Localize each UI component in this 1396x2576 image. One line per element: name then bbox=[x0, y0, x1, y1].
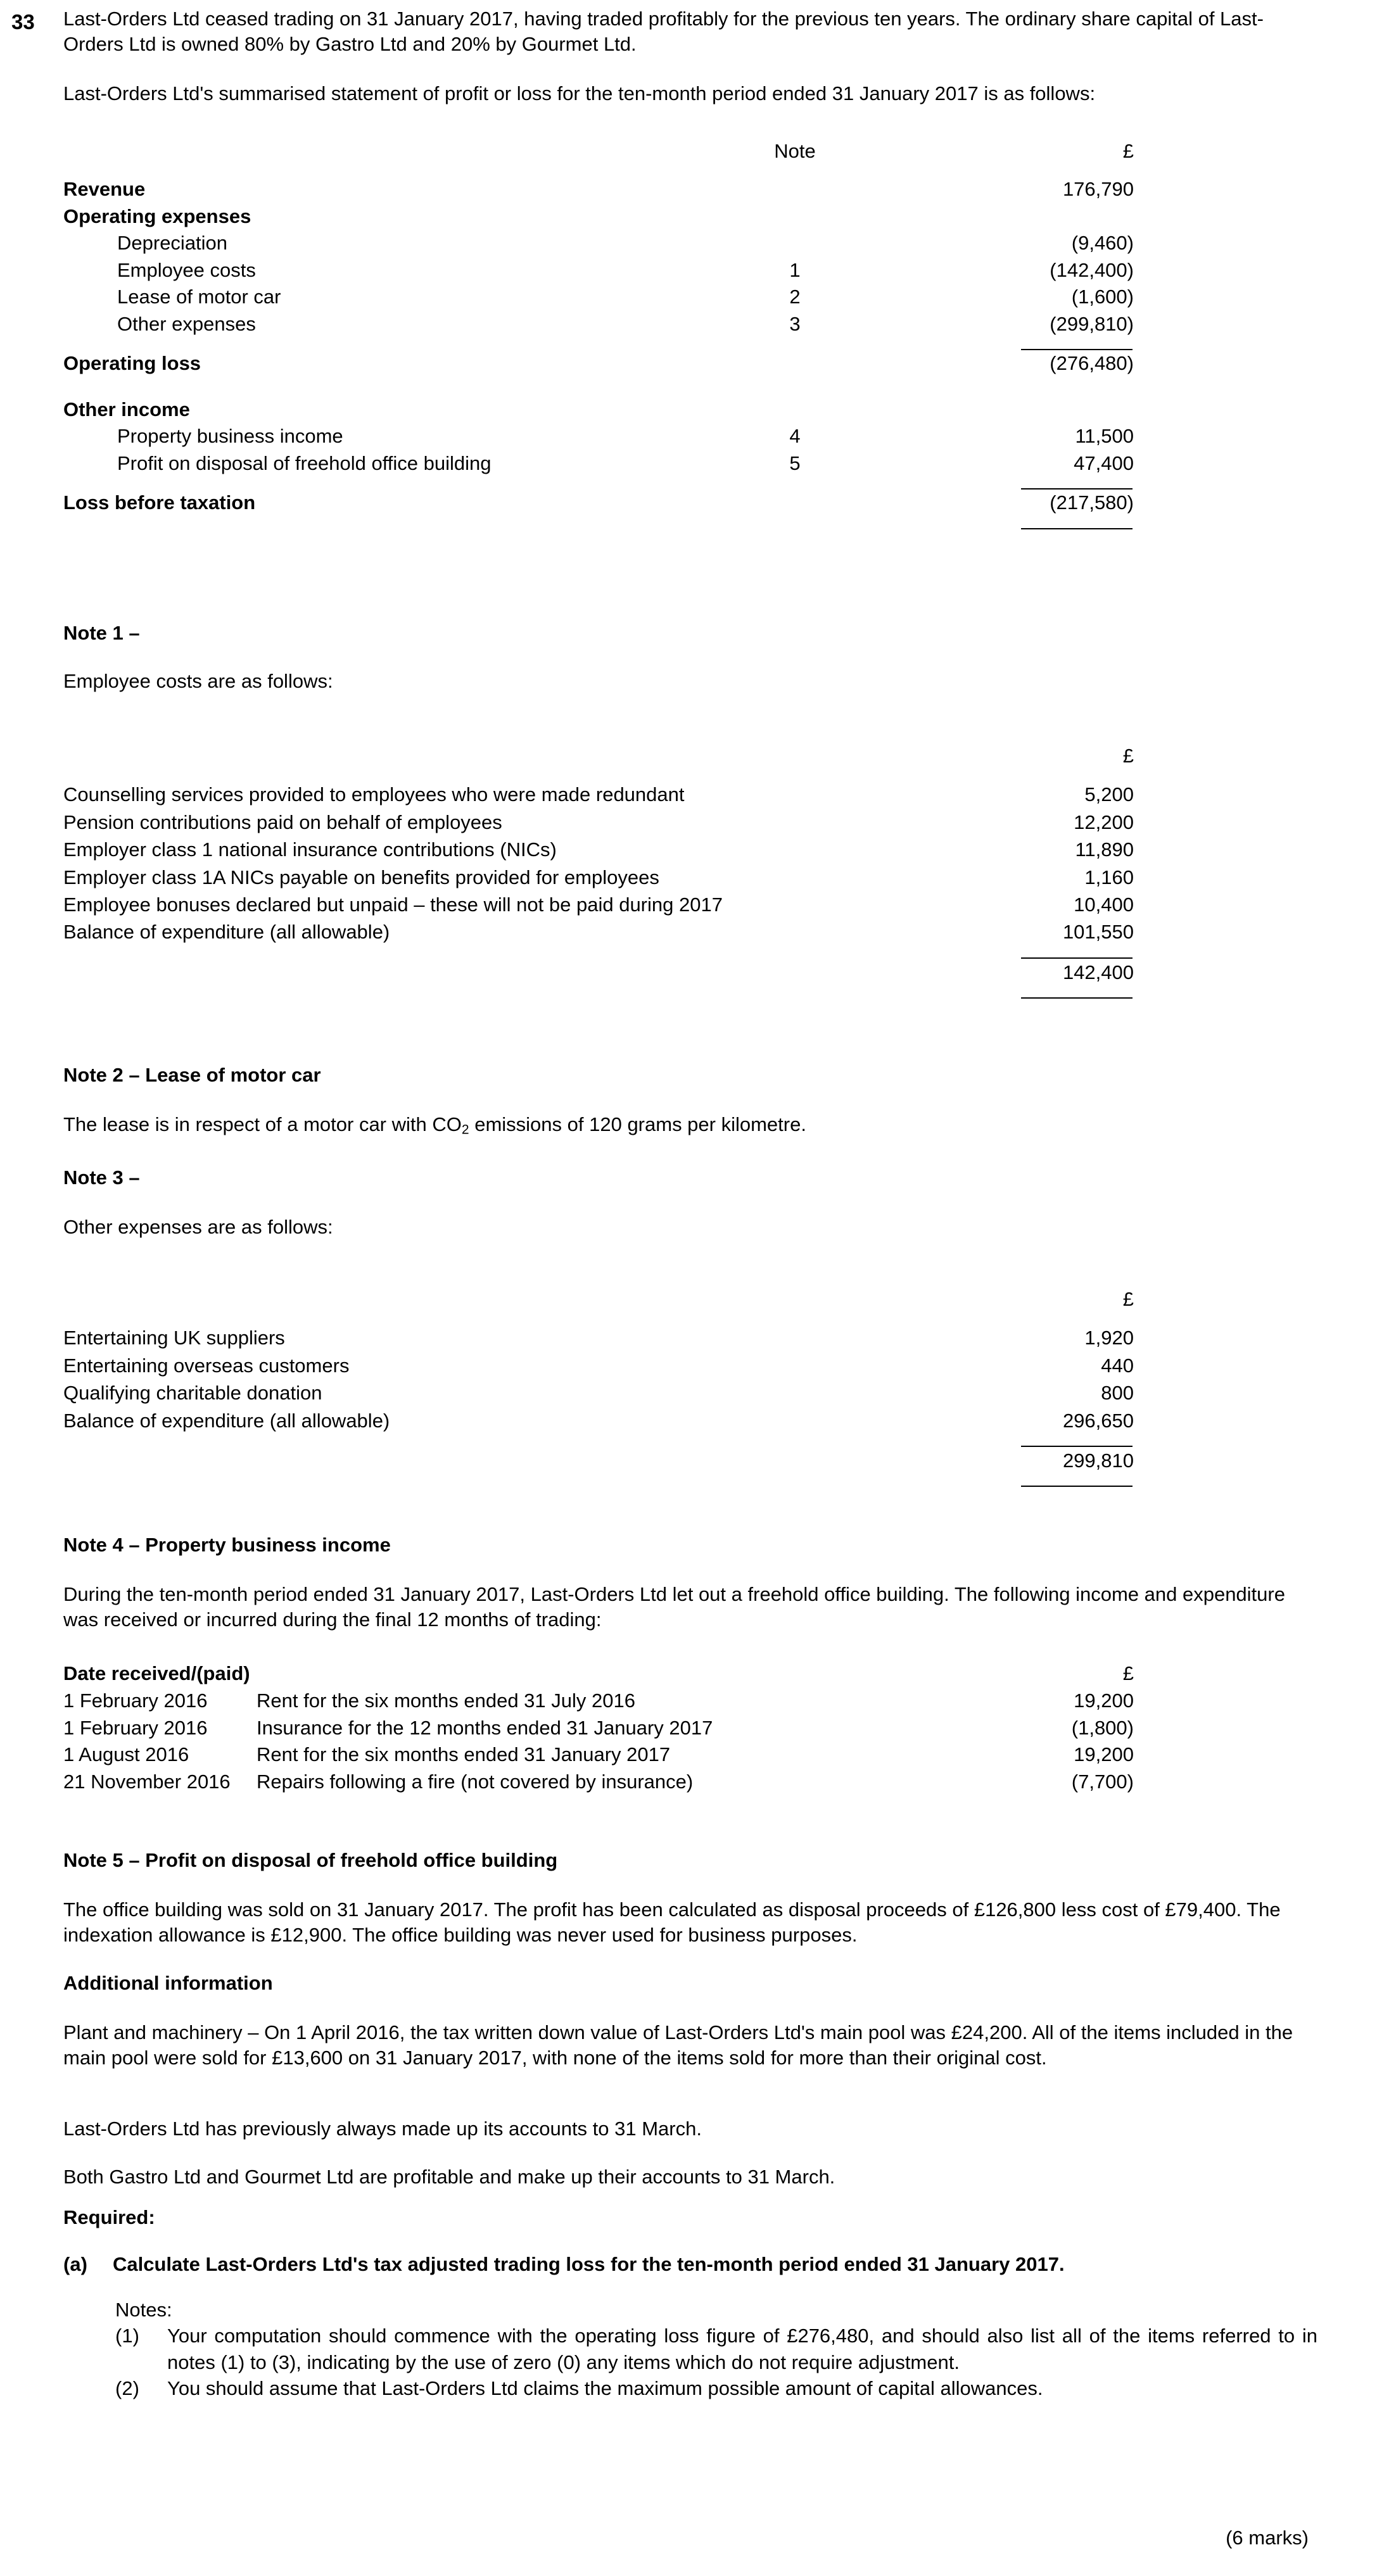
co2-subscript: 2 bbox=[461, 1122, 469, 1137]
part-a-marker: (a) bbox=[63, 2253, 87, 2275]
table-row-total bbox=[63, 959, 1134, 986]
header-blank bbox=[63, 1285, 868, 1313]
row-label: Employee costs bbox=[117, 258, 256, 281]
note-3-heading: Note 3 – bbox=[63, 1166, 140, 1189]
row-note: 5 bbox=[789, 451, 801, 474]
additional-info-heading-block bbox=[63, 1971, 1317, 1996]
row-amount bbox=[868, 203, 1134, 230]
row-label: Profit on disposal of freehold office building bbox=[117, 451, 492, 474]
table-row bbox=[63, 836, 1134, 863]
row-label: Lease of motor car bbox=[117, 286, 281, 308]
row-label: Employee bonuses declared but unpaid – these will not be paid during 2017 bbox=[63, 893, 723, 916]
question-number: 33 bbox=[11, 10, 35, 34]
row-amount bbox=[868, 396, 1134, 423]
header-description bbox=[257, 1660, 865, 1688]
table-header-row bbox=[63, 1285, 1134, 1313]
header-currency: £ bbox=[1122, 745, 1134, 767]
total-rule-row bbox=[63, 1474, 1134, 1487]
note-4-table-block bbox=[63, 1660, 1317, 1796]
table-row-employee-costs bbox=[63, 257, 1134, 284]
row-date: 1 August 2016 bbox=[63, 1743, 189, 1766]
table-row bbox=[63, 891, 1134, 918]
row-note: 3 bbox=[789, 312, 801, 335]
row-note bbox=[722, 350, 868, 377]
additional-info-paragraph-1: Plant and machinery – On 1 April 2016, the tax written down value of Last-Orders Ltd's main pool was £24,200. All of the items included in the main pool were sold for £13,600 on 31 January 2017, with none of the items sold for more than their original cost. bbox=[63, 2021, 1293, 2069]
table-row-operating-loss bbox=[63, 350, 1134, 377]
row-label: Entertaining UK suppliers bbox=[63, 1327, 285, 1349]
row-label: Entertaining overseas customers bbox=[63, 1354, 350, 1377]
row-amount: 19,200 bbox=[1074, 1743, 1134, 1766]
required-heading: Required: bbox=[63, 2206, 155, 2228]
row-note: 4 bbox=[789, 425, 801, 448]
total-rule-row bbox=[63, 986, 1134, 999]
note-3-table-block bbox=[63, 1285, 1317, 1487]
total-rule bbox=[1021, 528, 1133, 529]
total-label bbox=[63, 1447, 868, 1474]
row-description: Insurance for the 12 months ended 31 January 2017 bbox=[257, 1716, 713, 1739]
table-row bbox=[63, 1715, 1134, 1742]
header-blank bbox=[63, 742, 868, 769]
additional-info-paragraph-2: Last-Orders Ltd has previously always made up its accounts to 31 March. bbox=[63, 2118, 702, 2140]
required-notes-block bbox=[63, 2297, 1317, 2401]
table-row-total bbox=[63, 1447, 1134, 1474]
additional-info-para-1-block bbox=[63, 2020, 1317, 2071]
table-row-lease-of-motor-car bbox=[63, 284, 1134, 310]
row-label: Balance of expenditure (all allowable) bbox=[63, 1409, 390, 1432]
header-blank bbox=[63, 138, 722, 165]
note-1-intro-block bbox=[63, 669, 1317, 694]
note-1-intro: Employee costs are as follows: bbox=[63, 670, 333, 692]
note-2-text bbox=[63, 1112, 1317, 1139]
note-1-heading: Note 1 – bbox=[63, 622, 140, 644]
note-2-text-before: The lease is in respect of a motor car with CO bbox=[63, 1113, 462, 1135]
spacer-row bbox=[63, 377, 1134, 396]
part-a-text: Calculate Last-Orders Ltd's tax adjusted trading loss for the ten-month period ended 31 January 2017. bbox=[113, 2253, 1065, 2275]
total-label bbox=[63, 959, 868, 986]
row-label: Employer class 1A NICs payable on benefits provided for employees bbox=[63, 866, 659, 888]
notes-list bbox=[63, 2297, 1317, 2401]
table-row bbox=[63, 809, 1134, 836]
required-note-1 bbox=[115, 2323, 1317, 2375]
required-note-2 bbox=[115, 2375, 1317, 2401]
table-row bbox=[63, 1379, 1134, 1406]
note-4-intro-block bbox=[63, 1582, 1317, 1633]
note-4-heading: Note 4 – Property business income bbox=[63, 1534, 391, 1556]
row-label: Balance of expenditure (all allowable) bbox=[63, 921, 390, 944]
subtotal-rule-row bbox=[63, 477, 1134, 489]
row-note bbox=[722, 176, 868, 203]
note-1-heading-block bbox=[63, 621, 1317, 646]
row-note bbox=[722, 203, 868, 230]
total-rule bbox=[1021, 997, 1133, 999]
note-2-heading-block bbox=[63, 1063, 1317, 1088]
header-note: Note bbox=[774, 140, 816, 162]
table-row-profit-on-disposal bbox=[63, 450, 1134, 477]
required-note-1-text: Your computation should commence with the operating loss figure of £276,480, and should also list all of the items referred to in notes (1) to (3), indicating by the use of zero (0) any items which do not require adjustment. bbox=[167, 2325, 1317, 2373]
marks-label: (6 marks) bbox=[1226, 2527, 1309, 2549]
additional-info-para-3-block bbox=[63, 2164, 1317, 2190]
subtotal-rule-row bbox=[63, 946, 1134, 959]
total-amount: 299,810 bbox=[1062, 1449, 1134, 1472]
statement-of-profit-or-loss bbox=[63, 138, 1317, 529]
row-amount: 296,650 bbox=[1062, 1409, 1134, 1432]
note-4-intro: During the ten-month period ended 31 January 2017, Last-Orders Ltd let out a freehold office building. The following income and expenditure was received or incurred during the final 12 months of trading: bbox=[63, 1583, 1285, 1631]
header-currency: £ bbox=[1122, 1288, 1134, 1310]
notes-label: Notes: bbox=[115, 2299, 172, 2321]
note-3-intro: Other expenses are as follows: bbox=[63, 1216, 333, 1238]
row-label: Other income bbox=[63, 398, 190, 420]
table-row bbox=[63, 918, 1134, 945]
table-row bbox=[63, 864, 1134, 891]
row-note: 1 bbox=[789, 258, 801, 281]
note-4-heading-block bbox=[63, 1532, 1317, 1558]
row-note bbox=[722, 396, 868, 423]
statement-intro-block bbox=[63, 81, 1317, 106]
header-date: Date received/(paid) bbox=[63, 1662, 250, 1684]
table-row bbox=[63, 1324, 1134, 1351]
note-3-heading-block bbox=[63, 1165, 1317, 1190]
row-amount: (299,810) bbox=[1050, 312, 1134, 335]
row-label: Pension contributions paid on behalf of employees bbox=[63, 811, 502, 833]
row-amount: 10,400 bbox=[1074, 893, 1134, 916]
required-part-a bbox=[63, 2252, 1317, 2277]
note-5-text: The office building was sold on 31 January 2017. The profit has been calculated as disposal proceeds of £126,800 less cost of £79,400. The indexation allowance is £12,900. The office building was never used for business purposes. bbox=[63, 1898, 1281, 1947]
table-row bbox=[63, 1688, 1134, 1715]
part-a-item bbox=[63, 2252, 1317, 2277]
row-label: Revenue bbox=[63, 178, 146, 201]
row-note bbox=[722, 489, 868, 516]
row-label: Depreciation bbox=[117, 232, 228, 255]
row-amount: (142,400) bbox=[1050, 258, 1134, 281]
row-date: 1 February 2016 bbox=[63, 1716, 208, 1739]
table-row-depreciation bbox=[63, 230, 1134, 256]
table-row bbox=[63, 1352, 1134, 1379]
row-amount: 19,200 bbox=[1074, 1689, 1134, 1712]
header-currency: £ bbox=[1122, 140, 1134, 162]
row-description: Rent for the six months ended 31 January 2017 bbox=[257, 1743, 671, 1766]
row-amount: 47,400 bbox=[1074, 451, 1134, 474]
row-date: 21 November 2016 bbox=[63, 1771, 231, 1793]
total-amount: 142,400 bbox=[1062, 961, 1134, 983]
row-amount: 101,550 bbox=[1062, 921, 1134, 944]
row-amount: (217,580) bbox=[1050, 491, 1134, 514]
row-amount: 5,200 bbox=[1084, 783, 1134, 806]
intro-paragraph: Last-Orders Ltd ceased trading on 31 January 2017, having traded profitably for the previous ten years. The ordinary share capital of Last-Orders Ltd is owned 80% by Gastro Ltd and 20% by Gourmet Ltd. bbox=[63, 8, 1264, 56]
row-description: Rent for the six months ended 31 July 2016 bbox=[257, 1689, 635, 1712]
table-row-revenue bbox=[63, 176, 1134, 203]
header-currency: £ bbox=[1122, 1662, 1134, 1684]
row-description: Repairs following a fire (not covered by insurance) bbox=[257, 1771, 694, 1793]
additional-info-paragraph-3: Both Gastro Ltd and Gourmet Ltd are profitable and make up their accounts to 31 March. bbox=[63, 2166, 835, 2188]
row-label: Operating loss bbox=[63, 352, 201, 375]
note-5-heading-block bbox=[63, 1848, 1317, 1873]
total-rule-row bbox=[63, 517, 1134, 529]
table-header-row bbox=[63, 742, 1134, 769]
row-amount: (1,600) bbox=[1071, 286, 1134, 308]
other-expenses-table bbox=[63, 1285, 1134, 1487]
row-amount: 176,790 bbox=[1062, 178, 1134, 201]
row-amount: (276,480) bbox=[1050, 352, 1134, 375]
question-intro-block bbox=[63, 6, 1317, 58]
row-amount: 11,500 bbox=[1075, 425, 1134, 448]
table-header-row bbox=[63, 1660, 1134, 1688]
row-amount: (7,700) bbox=[1071, 1771, 1134, 1793]
required-note-1-marker: (1) bbox=[115, 2325, 139, 2347]
table-row bbox=[63, 1407, 1134, 1434]
note-1-table-block bbox=[63, 742, 1317, 999]
row-label: Loss before taxation bbox=[63, 491, 256, 514]
row-note: 2 bbox=[789, 286, 801, 308]
row-label: Other expenses bbox=[117, 312, 256, 335]
marks-block bbox=[63, 2525, 1317, 2551]
row-amount: 800 bbox=[1101, 1382, 1134, 1405]
table-row-other-expenses bbox=[63, 311, 1134, 338]
table-row-operating-expenses bbox=[63, 203, 1134, 230]
row-label: Employer class 1 national insurance contributions (NICs) bbox=[63, 838, 557, 861]
statement-intro-paragraph: Last-Orders Ltd's summarised statement of profit or loss for the ten-month period ended 31 January 2017 is as follows: bbox=[63, 82, 1096, 104]
row-amount: 12,200 bbox=[1074, 811, 1134, 833]
note-2-text-after: emissions of 120 grams per kilometre. bbox=[469, 1113, 806, 1135]
additional-info-para-2-block bbox=[63, 2116, 1317, 2142]
total-rule bbox=[1021, 1486, 1133, 1487]
table-row bbox=[63, 781, 1134, 808]
row-amount: 11,890 bbox=[1075, 838, 1134, 861]
note-2-heading: Note 2 – Lease of motor car bbox=[63, 1064, 321, 1086]
note-5-heading: Note 5 – Profit on disposal of freehold office building bbox=[63, 1849, 558, 1871]
row-note bbox=[722, 230, 868, 256]
row-date: 1 February 2016 bbox=[63, 1689, 208, 1712]
additional-info-heading: Additional information bbox=[63, 1972, 273, 1994]
row-label: Operating expenses bbox=[63, 205, 251, 227]
row-amount: 440 bbox=[1101, 1354, 1134, 1377]
row-amount: (1,800) bbox=[1071, 1716, 1134, 1739]
spacer-row bbox=[63, 165, 1134, 176]
row-amount: 1,920 bbox=[1084, 1327, 1134, 1349]
note-5-text-block bbox=[63, 1897, 1317, 1948]
note-3-intro-block bbox=[63, 1215, 1317, 1240]
subtotal-rule-row bbox=[63, 1434, 1134, 1447]
employee-costs-table bbox=[63, 742, 1134, 999]
profit-loss-table bbox=[63, 138, 1134, 529]
table-row-other-income bbox=[63, 396, 1134, 423]
subtotal-rule-row bbox=[63, 338, 1134, 350]
note-2-text-block bbox=[63, 1112, 1317, 1139]
required-note-2-text: You should assume that Last-Orders Ltd claims the maximum possible amount of capital allowances. bbox=[167, 2377, 1043, 2399]
spacer-row bbox=[63, 769, 1134, 781]
spacer-row bbox=[63, 1313, 1134, 1324]
row-amount: 1,160 bbox=[1084, 866, 1134, 888]
row-label: Counselling services provided to employees who were made redundant bbox=[63, 783, 685, 806]
property-income-table bbox=[63, 1660, 1134, 1796]
table-row bbox=[63, 1741, 1134, 1769]
row-label: Qualifying charitable donation bbox=[63, 1382, 322, 1405]
table-row-loss-before-taxation bbox=[63, 489, 1134, 516]
table-row bbox=[63, 1769, 1134, 1796]
table-header-row bbox=[63, 138, 1134, 165]
row-amount: (9,460) bbox=[1071, 232, 1134, 255]
required-heading-block bbox=[63, 2205, 1317, 2230]
table-row-property-business-income bbox=[63, 423, 1134, 450]
row-label: Property business income bbox=[117, 425, 343, 448]
required-note-2-marker: (2) bbox=[115, 2377, 139, 2399]
